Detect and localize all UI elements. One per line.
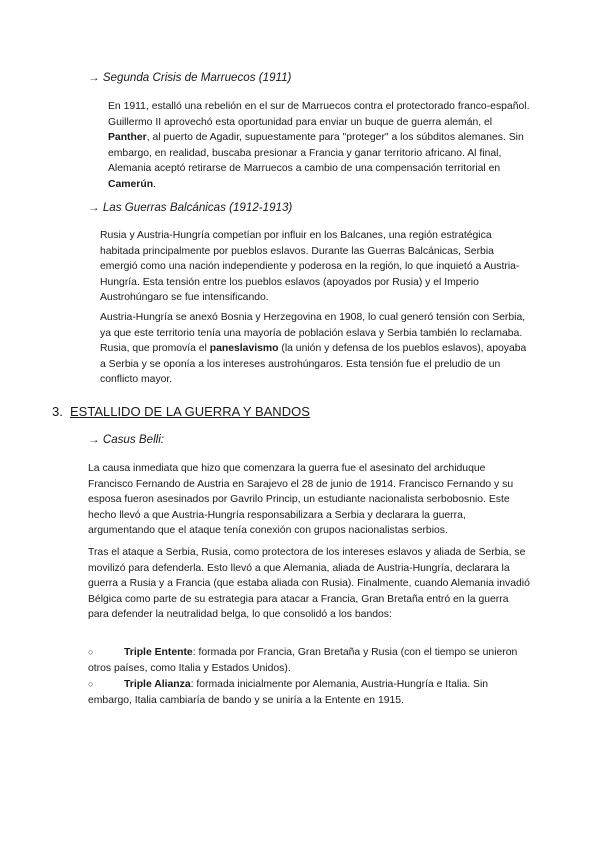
paragraph-casus-belli-2: Tras el ataque a Serbia, Rusia, como protectora de los intereses eslavos y aliada de Serbia, se movilizó para defenderla. Esto llevó a que Alemania, aliada de Austria-Hungría, declarara la guerra a Rusia y a Francia (que estaba aliada con Rusia). Finalmente, cuando Alemania invadió Bélgica como parte de su estrategia para atacar a Francia, Gran Bretaña entró en la guerra para defender la neutralidad belga, lo que consolidó a los bandos:: [88, 547, 530, 621]
list-item-body: [88, 677, 532, 708]
section-number: 3.: [52, 404, 63, 419]
paragraph-marruecos-text-3: .: [153, 178, 156, 190]
paragraph-casus-belli-1: La causa inmediata que hizo que comenzara la guerra fue el asesinato del archiduque Francisco Fernando de Austria en Sarajevo el 28 de junio de 1914. Francisco Fernando y su esposa fueron asesinados por Gavrilo Princip, un estudiante nacionalista serbobosnio. Este hecho llevó a que Austria-Hungría responsabilizara a Serbia y declarara la guerra, argumentando que el ataque tenía conexión con grupos nacionalistas serbios.: [88, 463, 514, 537]
paragraph-balcanes-2-text-2: (la unión y defensa de los pueblos eslavos), apoyaba a Serbia y se oponía a los intereses austrohúngaros. Esta tensión fue el preludio de un conflicto mayor.: [100, 343, 527, 386]
bold-camerun: Camerún: [108, 178, 154, 190]
paragraph-balcanes-2-text-1: Austria-Hungría se anexó Bosnia y Herzegovina en 1908, lo cual generó tensión con Serbia, ya que este territorio tenía una mayoría de población eslava y Serbia también lo reclamaba. Rusia, que promovía el: [100, 312, 526, 355]
bold-panther: Panther: [108, 132, 147, 144]
heading-guerras-balcanicas: → Las Guerras Balcánicas (1912-1913): [88, 201, 293, 214]
bold-paneslavismo: paneslavismo: [209, 343, 279, 355]
list-item-text: : formada por Francia, Gran Bretaña y Rusia (con el tiempo se unieron otros países, como Italia y Estados Unidos).: [88, 647, 518, 674]
paragraph-marruecos-text-2: , al puerto de Agadir, supuestamente para "proteger" a los súbditos alemanes. Sin embargo, en realidad, buscaba presionar a Francia y ganar territorio africano. Al final, Alemania aceptó retirarse de Marruecos a cambio de una compensación territorial en: [108, 132, 524, 175]
list-item-triple-entente: [88, 645, 532, 677]
bullet-circle-icon: ○: [88, 647, 94, 657]
paragraph-marruecos: [108, 99, 530, 193]
list-item-triple-alianza: [88, 677, 532, 709]
paragraph-marruecos-text-1: En 1911, estalló una rebelión en el sur de Marruecos contra el protectorado franco-español. Guillermo II aprovechó esta oportunidad para enviar un buque de guerra alemán, el: [108, 101, 530, 128]
heading-segunda-crisis-marruecos: → Segunda Crisis de Marruecos (1911): [88, 71, 292, 84]
bold-triple-alianza: Triple Alianza: [124, 679, 191, 690]
paragraph-balcanes-2: [100, 310, 530, 388]
section-title: ESTALLIDO DE LA GUERRA Y BANDOS: [70, 404, 310, 419]
paragraph-balcanes-1: Rusia y Austria-Hungría competían por influir en los Balcanes, una región estratégica habitada principalmente por pueblos eslavos. Durante las Guerras Balcánicas, Serbia emergió como una nación independiente y poderosa en la región, lo que inquietó a Austria-Hungría. Esta tensión entre los pueblos eslavos (apoyados por Rusia) y el Imperio Austrohúngaro se fue intensificando.: [100, 230, 520, 304]
bullet-circle-icon: ○: [88, 679, 94, 689]
heading-casus-belli: → Casus Belli:: [88, 433, 165, 446]
bold-triple-entente: Triple Entente: [124, 647, 193, 658]
list-item-body: [88, 645, 532, 676]
section-heading-estallido: [52, 404, 532, 420]
list-item-text: : formada inicialmente por Alemania, Austria-Hungría e Italia. Sin embargo, Italia cambiaría de bando y se uniría a la Entente en 1915.: [88, 679, 489, 706]
